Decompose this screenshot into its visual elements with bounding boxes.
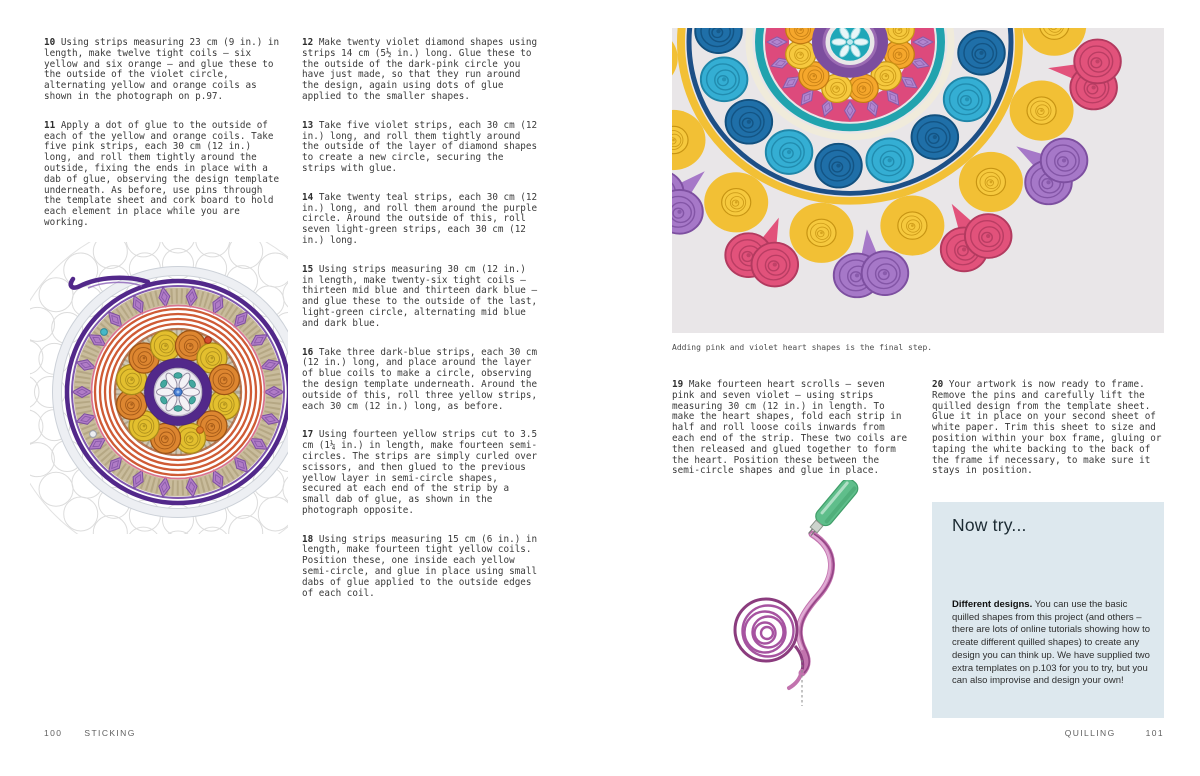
quilling-tool-drawing (690, 480, 880, 715)
step-17 (302, 430, 538, 516)
step-20-text: Your artwork is now ready to frame. Remove the pins and carefully lift the quilled design from the template sheet. Glue it in place on your second sheet of white paper. Trim this sheet to size and position within your box frame, gluing or taping the white backing to the back of the frame if necessary, to make sure it stays in position. (932, 379, 1162, 477)
step-10 (44, 38, 280, 103)
step-12-number: 12 (302, 37, 314, 48)
step-13-text: Take five violet strips, each 30 cm (12 in.) long, and roll them tightly around the outside of the layer of diamond shapes to create a new circle, securing the strips with glue. (302, 119, 538, 174)
now-try-box (932, 502, 1164, 718)
step-11 (44, 121, 280, 229)
page-number-right: 101 (1145, 728, 1164, 738)
step-12 (302, 38, 538, 103)
step-15 (302, 265, 538, 330)
design-template-illustration (30, 242, 288, 534)
step-10-number: 10 (44, 37, 56, 48)
step-11-text: Apply a dot of glue to the outside of each of the yellow and orange coils. Take five pink strips, each 30 cm (12 in.) long, and roll them tightly around the outside, fixing the ends in place with a dab of glue, observing the design template underneath. As before, use pins through the template sheet and cork board to hold each element in place while you are working. (44, 119, 280, 228)
step-14-text: Take twenty teal strips, each 30 cm (12 in.) long, and roll them around the purple circle. Around the outside of this, roll seven light-green strips, each 30 cm (12 in.) long. (302, 191, 538, 246)
now-try-title: Now try... (952, 515, 1027, 535)
step-19-text: Make fourteen heart scrolls – seven pink and seven violet – using strips measuring 30 cm (12 in.) in length. To make the heart shapes, fold each strip in half and roll loose coils inwards from each end of the strip. These two coils are then released and glued together to form the heart. Position these between the semi-circle shapes and glue in place. (672, 379, 908, 477)
step-13-number: 13 (302, 119, 314, 131)
step-12-text: Make twenty violet diamond shapes using strips 14 cm (5½ in.) long. Glue these to the outside of the dark-pink circle you have just made, so that they run around the design, again using dots of glue applied to the smaller shapes. (302, 37, 538, 102)
section-title-left: STICKING (84, 728, 136, 738)
footer-right (1065, 728, 1164, 738)
now-try-lead: Different designs. (952, 599, 1033, 610)
section-title-right: QUILLING (1064, 728, 1116, 738)
now-try-text (952, 599, 1152, 688)
step-20-number: 20 (932, 379, 944, 390)
step-16-number: 16 (302, 346, 314, 358)
now-try-body: You can use the basic quilled shapes from this project (and others – there are lots of online tutorials showing how to create different quilled shapes) to create any design you can think up. We have supplied two extra templates on p.103 for you to try, but you can also improvise and design your own! (952, 599, 1151, 687)
step-19-number: 19 (672, 379, 684, 390)
right-page-column-1 (672, 380, 908, 495)
step-17-text: Using fourteen yellow strips cut to 3.5 cm (1¼ in.) in length, make fourteen semi-circles. The strips are simply curled over scissors, and then glued to the previous yellow layer in semi-circle shapes, secured at each end of the strip by a small dab of glue, as shown in the photograph opposite. (302, 429, 538, 516)
footer-left (44, 728, 136, 738)
left-page-column-1 (44, 38, 280, 247)
step-15-number: 15 (302, 263, 314, 275)
page-number-left: 100 (44, 728, 63, 738)
step-15-text: Using strips measuring 30 cm (12 in.) in length, make twenty-six tight coils – thirteen mid blue and thirteen dark blue – and glue these to the outside of the last, light-green circle, alternating mid blue and dark blue. (302, 263, 538, 329)
mandala-photo (672, 28, 1164, 333)
step-18 (302, 535, 538, 600)
step-19 (672, 380, 908, 477)
left-page-column-2 (302, 38, 538, 617)
step-14 (302, 193, 538, 247)
step-18-number: 18 (302, 533, 314, 545)
step-14-number: 14 (302, 191, 314, 203)
step-13 (302, 121, 538, 175)
step-20 (932, 380, 1170, 477)
step-16 (302, 348, 538, 413)
quilling-tool-illustration (690, 480, 880, 715)
quilled-mandala-image (672, 28, 1164, 333)
step-11-number: 11 (44, 119, 56, 131)
step-10-text: Using strips measuring 23 cm (9 in.) in length, make twelve tight coils – six yellow and six orange – and glue these to the outside of the violet circle, alternating yellow and orange coils as shown in the photograph on p.97. (44, 37, 280, 102)
step-17-number: 17 (302, 429, 314, 441)
step-16-text: Take three dark-blue strips, each 30 cm (12 in.) long, and place around the layer of blue coils to make a circle, observing the design template underneath. Around the outside of this, roll three yellow strips, each 30 cm (12 in.) long, as before. (302, 346, 538, 412)
step-18-text: Using strips measuring 15 cm (6 in.) in length, make fourteen tight yellow coils. Position these, one inside each yellow semi-circle, and glue in place using small dabs of glue applied to the outside edges of each coil. (302, 533, 538, 599)
design-template-drawing (30, 242, 288, 534)
right-page-column-2 (932, 380, 1170, 495)
photo-caption: Adding pink and violet heart shapes is the final step. (672, 343, 933, 352)
